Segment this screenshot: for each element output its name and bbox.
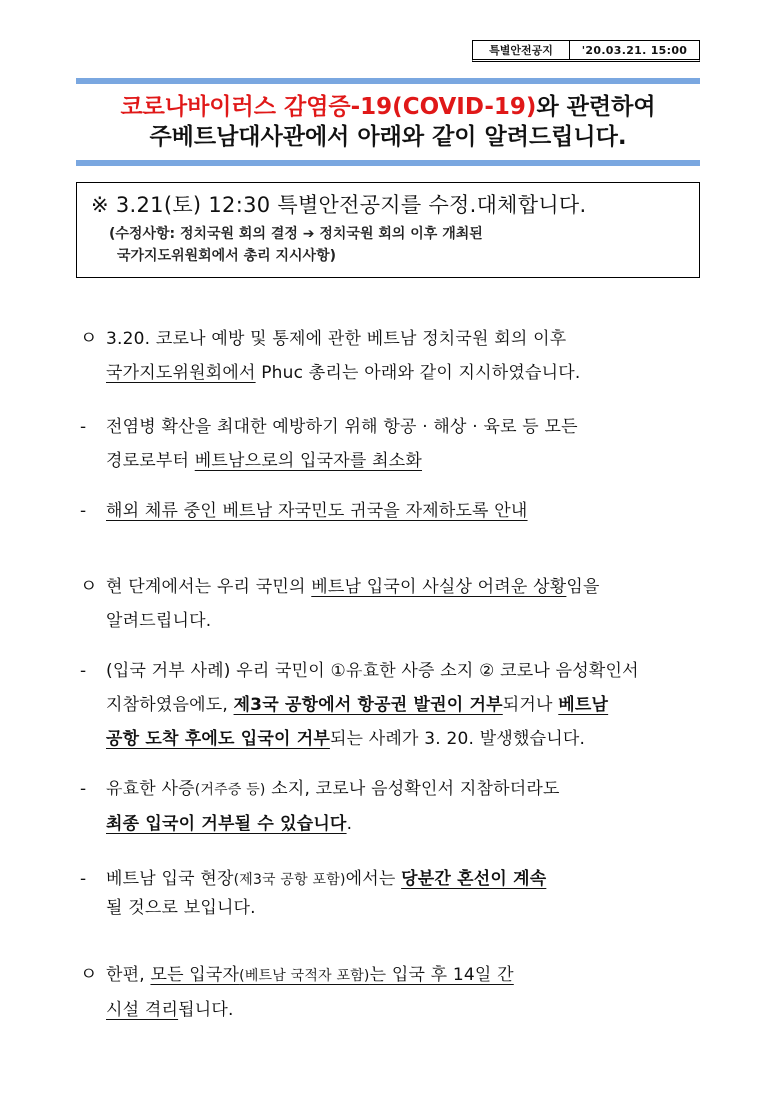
section-2-item-3 (80, 862, 704, 919)
section-1-line1: 3.20. 코로나 예방 및 통제에 관한 베트남 정치국원 회의 이후 (106, 329, 567, 349)
headline-line2: 주베트남대사관에서 아래와 같이 알려드립니다. (149, 124, 627, 150)
section-2-item-1-line3-underlined: 공항 도착 후에도 입국이 거부 (106, 729, 330, 749)
revision-detail-line2: 국가지도위원회에서 총리 지시사항) (117, 248, 337, 264)
section-2-item-3-line1-underlined: 당분간 혼선이 계속 (401, 869, 547, 889)
section-3-line1a: 한편, (106, 965, 151, 985)
section-2-item-3-line2: 될 것으로 보입니다. (106, 898, 256, 918)
section-2-item-1-dash: - (80, 661, 87, 681)
notice-tag-box (472, 40, 700, 62)
section-1-item-1-line1: 전염병 확산을 최대한 예방하기 위해 항공 · 해상 · 육로 등 모든 (106, 417, 578, 437)
section-2-item-2-line1b: 소지, 코로나 음성확인서 지참하더라도 (265, 779, 560, 799)
section-1-item-2-underlined: 해외 체류 중인 베트남 자국민도 귀국을 자제하도록 안내 (106, 501, 528, 521)
headline (76, 92, 700, 152)
section-2-item-1-line2b: 되거나 (502, 695, 559, 715)
section-1-line2-underlined: 국가지도위원회에서 (106, 363, 256, 383)
section-2 (80, 570, 704, 638)
headline-line1-rest: 와 관련하여 (536, 94, 656, 120)
section-2-item-1-line1: (입국 거부 사례) 우리 국민이 ①유효한 사증 소지 ② 코로나 음성확인서 (106, 661, 639, 681)
section-2-item-2-line2-underlined: 최종 입국이 거부될 수 있습니다 (106, 814, 347, 834)
section-2-item-2-line1-small: (거주증 등) (194, 782, 266, 798)
section-2-line1b: 임을 (566, 577, 600, 597)
section-1-item-1 (80, 410, 704, 478)
section-3-line2b: 됩니다. (178, 1000, 234, 1020)
section-1-line2-rest: Phuc 총리는 아래와 같이 지시하였습니다. (255, 363, 581, 383)
bottom-accent-bar (76, 160, 700, 166)
section-3 (80, 958, 704, 1027)
section-1-bullet: ㅇ (80, 328, 98, 349)
section-2-item-1-line3b: 되는 사례가 3. 20. 발생했습니다. (329, 729, 586, 749)
section-3-bullet: ㅇ (80, 964, 98, 985)
section-2-item-3-line1a: 베트남 입국 현장 (106, 869, 234, 889)
section-2-item-1 (80, 654, 704, 756)
section-3-line1-small: (베트남 국적자 포함) (239, 968, 370, 984)
notice-date: '20.03.21. 15:00 (581, 43, 688, 57)
notice-tag-label: 특별안전공지 (473, 41, 570, 59)
section-2-line2: 알려드립니다. (106, 611, 212, 631)
section-2-item-3-line1-small: (제3국 공항 포함) (233, 872, 346, 888)
revision-notice-detail (91, 223, 685, 267)
section-2-item-1-line2-underlined-2: 베트남 (558, 695, 609, 715)
section-2-item-1-line2-underlined: 제3국 공항에서 항공권 발권이 거부 (233, 695, 503, 715)
section-3-line1-underlined-2: 는 입국 후 14일 간 (369, 965, 514, 985)
section-2-item-2-line1a: 유효한 사증 (106, 779, 195, 799)
revision-detail-line1: (수정사항: 정치국원 회의 결정 ➔ 정치국원 회의 이후 개최된 (109, 226, 483, 242)
section-2-item-2-dash: - (80, 779, 87, 799)
section-3-line2-underlined: 시설 격리 (106, 1000, 179, 1020)
top-accent-bar (76, 78, 700, 84)
section-1-item-1-dash: - (80, 417, 87, 437)
section-2-item-1-line2a: 지참하였음에도, (106, 695, 234, 715)
section-2-item-2-line2b: . (346, 814, 353, 834)
section-1-item-1-line2a: 경로로부터 (106, 451, 195, 471)
headline-red-text: 코로나바이러스 감염증-19(COVID-19) (120, 94, 537, 120)
section-1 (80, 322, 704, 390)
section-2-item-2 (80, 772, 704, 841)
section-2-item-3-line1b: 에서는 (345, 869, 402, 889)
section-2-bullet: ㅇ (80, 576, 98, 597)
section-1-item-1-line2-underlined: 베트남으로의 입국자를 최소화 (194, 451, 423, 471)
revision-notice-box (76, 182, 700, 278)
section-2-line1a: 현 단계에서는 우리 국민의 (106, 577, 312, 597)
section-3-line1-underlined: 모든 입국자 (150, 965, 240, 985)
section-1-item-2-dash: - (80, 501, 87, 521)
revision-notice-title: ※ 3.21(토) 12:30 특별안전공지를 수정.대체합니다. (91, 193, 587, 217)
section-1-item-2 (80, 494, 704, 528)
section-2-item-3-dash: - (80, 869, 87, 889)
section-2-line1-underlined: 베트남 입국이 사실상 어려운 상황 (311, 577, 567, 597)
